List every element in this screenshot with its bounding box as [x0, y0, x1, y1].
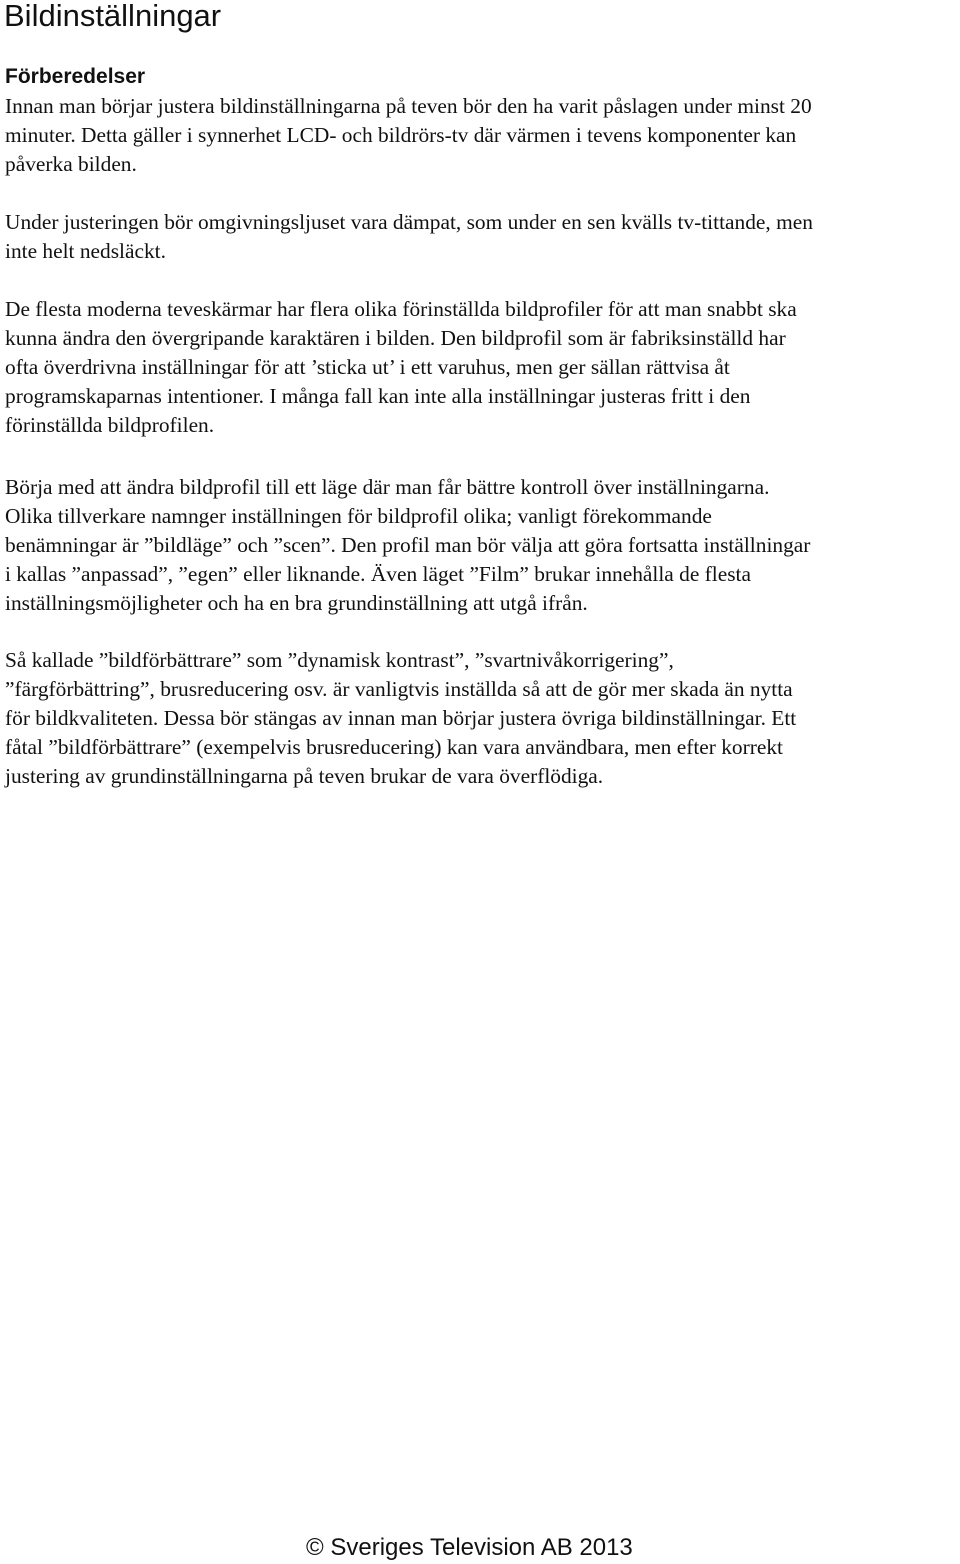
paragraph-ambient-light	[5, 208, 960, 266]
paragraph-line: programskaparnas intentioner. I många fall kan inte alla inställningar justeras fritt i den	[5, 383, 751, 408]
paragraph-line: benämningar är ”bildläge” och ”scen”. Den profil man bör välja att göra fortsatta inställningar	[5, 532, 811, 557]
paragraph-line: ofta överdrivna inställningar för att ’sticka ut’ i ett varuhus, men ger sällan rättvisa åt	[5, 354, 730, 379]
paragraph-line: i kallas ”anpassad”, ”egen” eller liknande. Även läget ”Film” brukar innehålla de flesta	[5, 561, 751, 586]
paragraph-line: Så kallade ”bildförbättrare” som ”dynamisk kontrast”, ”svartnivåkorrigering”,	[5, 648, 674, 672]
paragraph-picture-profiles	[5, 295, 960, 440]
paragraph-line: kunna ändra den övergripande karaktären i bilden. Den bildprofil som är fabriksinställd har	[5, 325, 786, 350]
footer-copyright	[306, 1533, 633, 1563]
copyright-icon: ©	[306, 1534, 324, 1561]
page-title: Bildinställningar	[4, 0, 222, 33]
paragraph-preparation-warmup	[5, 92, 960, 179]
paragraph-line: Under justeringen bör omgivningsljuset vara dämpat, som under en sen kvälls tv-tittande, men	[5, 210, 813, 234]
paragraph-line: ”färgförbättring”, brusreducering osv. är vanligtvis inställda så att de gör mer skada än nytta	[5, 676, 793, 701]
paragraph-line: justering av grundinställningarna på teven brukar de vara överflödiga.	[5, 763, 604, 788]
paragraph-picture-enhancers	[5, 646, 960, 791]
paragraph-line: De flesta moderna teveskärmar har flera olika förinställda bildprofiler för att man snabbt ska	[5, 297, 797, 321]
section-heading: Förberedelser	[5, 65, 146, 88]
paragraph-choose-profile	[5, 473, 960, 618]
paragraph-line: inte helt nedsläckt.	[5, 238, 166, 263]
footer-text: Sveriges Television AB 2013	[330, 1534, 633, 1561]
paragraph-line: Börja med att ändra bildprofil till ett läge där man får bättre kontroll över inställningarna.	[5, 475, 770, 499]
paragraph-line: för bildkvaliteten. Dessa bör stängas av innan man börjar justera övriga bildinställningar. Ett	[5, 705, 797, 730]
paragraph-line: minuter. Detta gäller i synnerhet LCD- och bildrörs-tv där värmen i tevens komponenter kan	[5, 122, 797, 147]
paragraph-line: påverka bilden.	[5, 151, 137, 176]
paragraph-line: fåtal ”bildförbättrare” (exempelvis brusreducering) kan vara användbara, men efter korrekt	[5, 734, 783, 759]
paragraph-line: Innan man börjar justera bildinställningarna på teven bör den ha varit påslagen under minst 20	[5, 94, 812, 118]
paragraph-line: inställningsmöjligheter och ha en bra grundinställning att utgå ifrån.	[5, 590, 588, 615]
paragraph-line: Olika tillverkare namnger inställningen för bildprofil olika; vanligt förekommande	[5, 503, 712, 528]
paragraph-line: förinställda bildprofilen.	[5, 412, 215, 437]
